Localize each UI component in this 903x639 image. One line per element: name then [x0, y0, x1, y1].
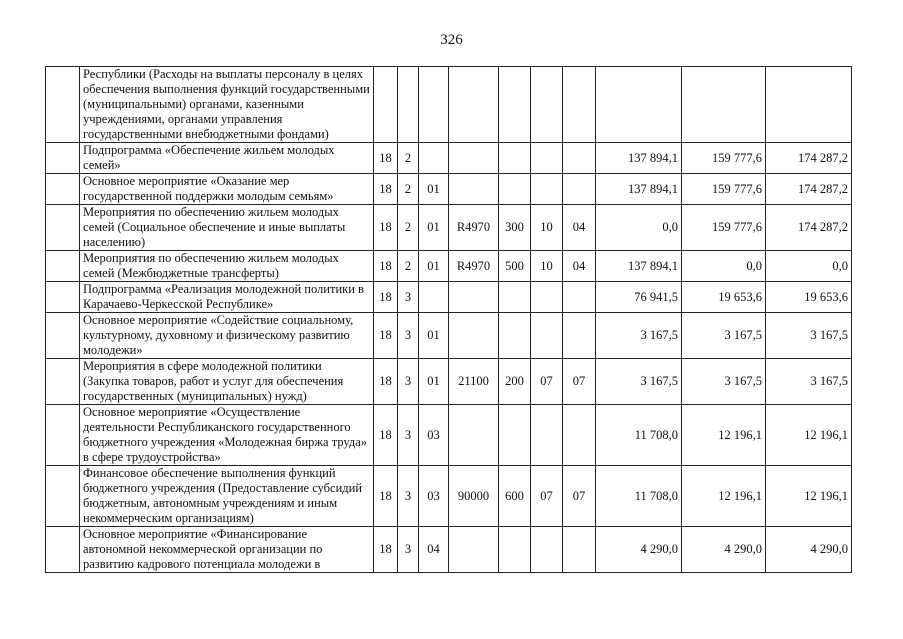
om-cell: [419, 282, 449, 313]
rz-cell: [531, 313, 563, 359]
table-row: [46, 174, 852, 205]
row-index-cell: [46, 174, 80, 205]
year2-amount: 12 196,1: [682, 466, 766, 527]
pp-cell: 3: [398, 527, 419, 573]
om-cell: [419, 143, 449, 174]
vr-cell: [499, 405, 531, 466]
table-row: [46, 527, 852, 573]
vr-cell: [499, 282, 531, 313]
row-index-cell: [46, 205, 80, 251]
year3-amount: 19 653,6: [766, 282, 852, 313]
dir-cell: [449, 143, 499, 174]
row-index-cell: [46, 251, 80, 282]
vr-cell: [499, 143, 531, 174]
table-row: [46, 67, 852, 143]
budget-table: [45, 66, 852, 573]
table-row: [46, 143, 852, 174]
year2-amount: 12 196,1: [682, 405, 766, 466]
row-index-cell: [46, 282, 80, 313]
gp-cell: 18: [374, 205, 398, 251]
row-index-cell: [46, 313, 80, 359]
dir-cell: R4970: [449, 205, 499, 251]
gp-cell: 18: [374, 313, 398, 359]
description-cell: Финансовое обеспечение выполнения функций бюджетного учреждения (Предоставление субсидий бюджетным, автономным учреждениям и иным некоммерческим организациям): [80, 466, 374, 527]
year2-amount: 3 167,5: [682, 313, 766, 359]
table-row: [46, 282, 852, 313]
pr-cell: [563, 527, 596, 573]
gp-cell: [374, 67, 398, 143]
year2-amount: 3 167,5: [682, 359, 766, 405]
year2-amount: 159 777,6: [682, 205, 766, 251]
pp-cell: 3: [398, 282, 419, 313]
table-row: [46, 251, 852, 282]
description-cell: Основное мероприятие «Содействие социальному, культурному, духовному и физическому развитию молодежи»: [80, 313, 374, 359]
description-cell: Основное мероприятие «Финансирование автономной некоммерческой организации по развитию кадрового потенциала молодежи в: [80, 527, 374, 573]
year3-amount: 174 287,2: [766, 174, 852, 205]
year1-amount: [596, 67, 682, 143]
description-cell: Основное мероприятие «Оказание мер государственной поддержки молодым семьям»: [80, 174, 374, 205]
year3-amount: 12 196,1: [766, 466, 852, 527]
description-cell: Мероприятия по обеспечению жильем молодых семей (Межбюджетные трансферты): [80, 251, 374, 282]
year2-amount: 159 777,6: [682, 174, 766, 205]
rz-cell: 10: [531, 251, 563, 282]
year2-amount: 0,0: [682, 251, 766, 282]
year3-amount: 4 290,0: [766, 527, 852, 573]
gp-cell: 18: [374, 282, 398, 313]
row-index-cell: [46, 67, 80, 143]
om-cell: 01: [419, 205, 449, 251]
table-row: [46, 359, 852, 405]
year1-amount: 11 708,0: [596, 466, 682, 527]
pp-cell: 2: [398, 143, 419, 174]
year1-amount: 4 290,0: [596, 527, 682, 573]
pr-cell: [563, 174, 596, 205]
year1-amount: 3 167,5: [596, 359, 682, 405]
om-cell: 03: [419, 466, 449, 527]
dir-cell: [449, 282, 499, 313]
dir-cell: 21100: [449, 359, 499, 405]
dir-cell: 90000: [449, 466, 499, 527]
table-row: [46, 313, 852, 359]
rz-cell: [531, 174, 563, 205]
pp-cell: 2: [398, 205, 419, 251]
vr-cell: [499, 67, 531, 143]
om-cell: 01: [419, 174, 449, 205]
pr-cell: [563, 67, 596, 143]
pr-cell: [563, 313, 596, 359]
dir-cell: [449, 405, 499, 466]
dir-cell: R4970: [449, 251, 499, 282]
vr-cell: [499, 313, 531, 359]
rz-cell: [531, 143, 563, 174]
year1-amount: 76 941,5: [596, 282, 682, 313]
pp-cell: 3: [398, 466, 419, 527]
year1-amount: 3 167,5: [596, 313, 682, 359]
year3-amount: 0,0: [766, 251, 852, 282]
gp-cell: 18: [374, 251, 398, 282]
row-index-cell: [46, 405, 80, 466]
dir-cell: [449, 174, 499, 205]
description-cell: Республики (Расходы на выплаты персоналу в целях обеспечения выполнения функций государственными (муниципальными) органами, казенными учреждениями, органами управления государственными внебюджетными фондами): [80, 67, 374, 143]
dir-cell: [449, 527, 499, 573]
vr-cell: [499, 527, 531, 573]
dir-cell: [449, 313, 499, 359]
year3-amount: 174 287,2: [766, 205, 852, 251]
row-index-cell: [46, 359, 80, 405]
pp-cell: 3: [398, 313, 419, 359]
row-index-cell: [46, 527, 80, 573]
om-cell: 04: [419, 527, 449, 573]
year3-amount: 12 196,1: [766, 405, 852, 466]
year1-amount: 11 708,0: [596, 405, 682, 466]
year1-amount: 137 894,1: [596, 143, 682, 174]
rz-cell: [531, 67, 563, 143]
dir-cell: [449, 67, 499, 143]
year3-amount: 3 167,5: [766, 359, 852, 405]
pp-cell: 3: [398, 405, 419, 466]
pp-cell: [398, 67, 419, 143]
om-cell: [419, 67, 449, 143]
year3-amount: 174 287,2: [766, 143, 852, 174]
gp-cell: 18: [374, 405, 398, 466]
pr-cell: 07: [563, 359, 596, 405]
gp-cell: 18: [374, 174, 398, 205]
rz-cell: [531, 405, 563, 466]
table-row: [46, 405, 852, 466]
rz-cell: 07: [531, 466, 563, 527]
page-number: 326: [440, 32, 463, 48]
rz-cell: [531, 527, 563, 573]
table-row: [46, 205, 852, 251]
description-cell: Основное мероприятие «Осуществление деятельности Республиканского государственного бюджетного учреждения «Молодежная биржа труда» в сфере трудоустройства»: [80, 405, 374, 466]
om-cell: 01: [419, 251, 449, 282]
year1-amount: 137 894,1: [596, 174, 682, 205]
description-cell: Мероприятия в сфере молодежной политики (Закупка товаров, работ и услуг для обеспечения государственных (муниципальных) нужд): [80, 359, 374, 405]
pp-cell: 2: [398, 251, 419, 282]
vr-cell: [499, 174, 531, 205]
pr-cell: [563, 282, 596, 313]
rz-cell: 10: [531, 205, 563, 251]
pr-cell: [563, 143, 596, 174]
table-row: [46, 466, 852, 527]
pp-cell: 3: [398, 359, 419, 405]
year1-amount: 137 894,1: [596, 251, 682, 282]
pr-cell: 04: [563, 205, 596, 251]
description-cell: Мероприятия по обеспечению жильем молодых семей (Социальное обеспечение и иные выплаты населению): [80, 205, 374, 251]
year2-amount: 159 777,6: [682, 143, 766, 174]
description-cell: Подпрограмма «Обеспечение жильем молодых семей»: [80, 143, 374, 174]
pr-cell: 07: [563, 466, 596, 527]
om-cell: 01: [419, 313, 449, 359]
pp-cell: 2: [398, 174, 419, 205]
gp-cell: 18: [374, 527, 398, 573]
year2-amount: 4 290,0: [682, 527, 766, 573]
year3-amount: 3 167,5: [766, 313, 852, 359]
vr-cell: 500: [499, 251, 531, 282]
year3-amount: [766, 67, 852, 143]
row-index-cell: [46, 143, 80, 174]
rz-cell: 07: [531, 359, 563, 405]
rz-cell: [531, 282, 563, 313]
year2-amount: [682, 67, 766, 143]
year1-amount: 0,0: [596, 205, 682, 251]
gp-cell: 18: [374, 359, 398, 405]
gp-cell: 18: [374, 466, 398, 527]
vr-cell: 300: [499, 205, 531, 251]
pr-cell: [563, 405, 596, 466]
gp-cell: 18: [374, 143, 398, 174]
vr-cell: 200: [499, 359, 531, 405]
year2-amount: 19 653,6: [682, 282, 766, 313]
vr-cell: 600: [499, 466, 531, 527]
pr-cell: 04: [563, 251, 596, 282]
om-cell: 01: [419, 359, 449, 405]
om-cell: 03: [419, 405, 449, 466]
row-index-cell: [46, 466, 80, 527]
description-cell: Подпрограмма «Реализация молодежной политики в Карачаево-Черкесской Республике»: [80, 282, 374, 313]
